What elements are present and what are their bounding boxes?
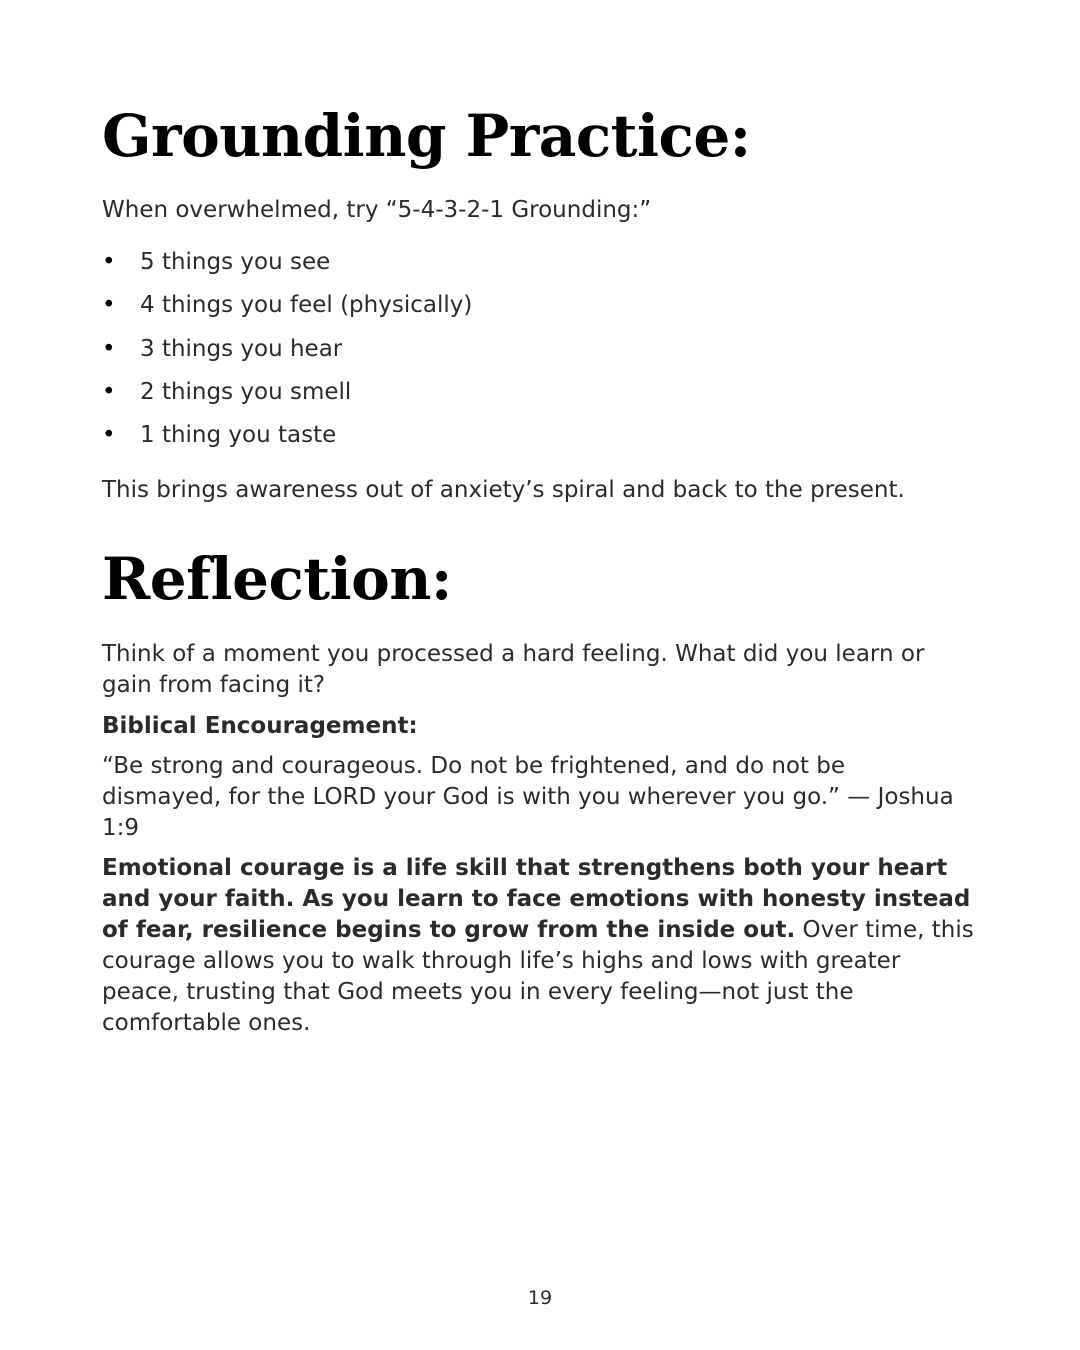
scripture-verse: “Be strong and courageous. Do not be frightened, and do not be dismayed, for the LORD your God is with you wherever you go.” — Joshua 1:9: [102, 753, 954, 841]
list-item-label: 1 thing you taste: [140, 422, 337, 449]
bullet-icon: •: [102, 292, 116, 319]
list-item: [102, 377, 472, 420]
bullet-icon: •: [102, 378, 116, 405]
list-item: [102, 334, 472, 377]
grounding-intro: When overwhelmed, try “5-4-3-2-1 Grounding:”: [102, 197, 652, 223]
list-item: [102, 290, 472, 333]
list-item: [102, 420, 472, 463]
list-item-label: 4 things you feel (physically): [140, 292, 473, 319]
reflection-prompt: Think of a moment you processed a hard feeling. What did you learn or gain from facing it?: [102, 641, 925, 698]
grounding-summary: This brings awareness out of anxiety’s spiral and back to the present.: [102, 477, 905, 503]
closing-paragraph: [102, 853, 977, 1039]
list-item-label: 2 things you smell: [140, 378, 352, 405]
list-item: [102, 247, 472, 290]
list-item-label: 3 things you hear: [140, 335, 343, 362]
grounding-steps-list: [102, 247, 472, 463]
bullet-icon: •: [102, 335, 116, 362]
closing-bold-text: Emotional courage is a life skill that strengthens both your heart and your faith. As you learn to face emotions with honesty instead of fear, resilience begins to grow from the inside out.: [102, 855, 971, 943]
closing-regular-text: Over time, this courage allows you to walk through life’s highs and lows with greater peace, trusting that God meets you in every feeling—not just the comfortable ones.: [102, 917, 974, 1036]
reflection-heading: Reflection:: [102, 545, 452, 613]
page-number: 19: [527, 1287, 553, 1309]
grounding-practice-heading: Grounding Practice:: [102, 102, 751, 170]
list-item-label: 5 things you see: [140, 249, 331, 275]
bullet-icon: •: [102, 422, 116, 449]
bullet-icon: •: [102, 249, 116, 275]
biblical-encouragement-heading: Biblical Encouragement:: [102, 713, 418, 739]
